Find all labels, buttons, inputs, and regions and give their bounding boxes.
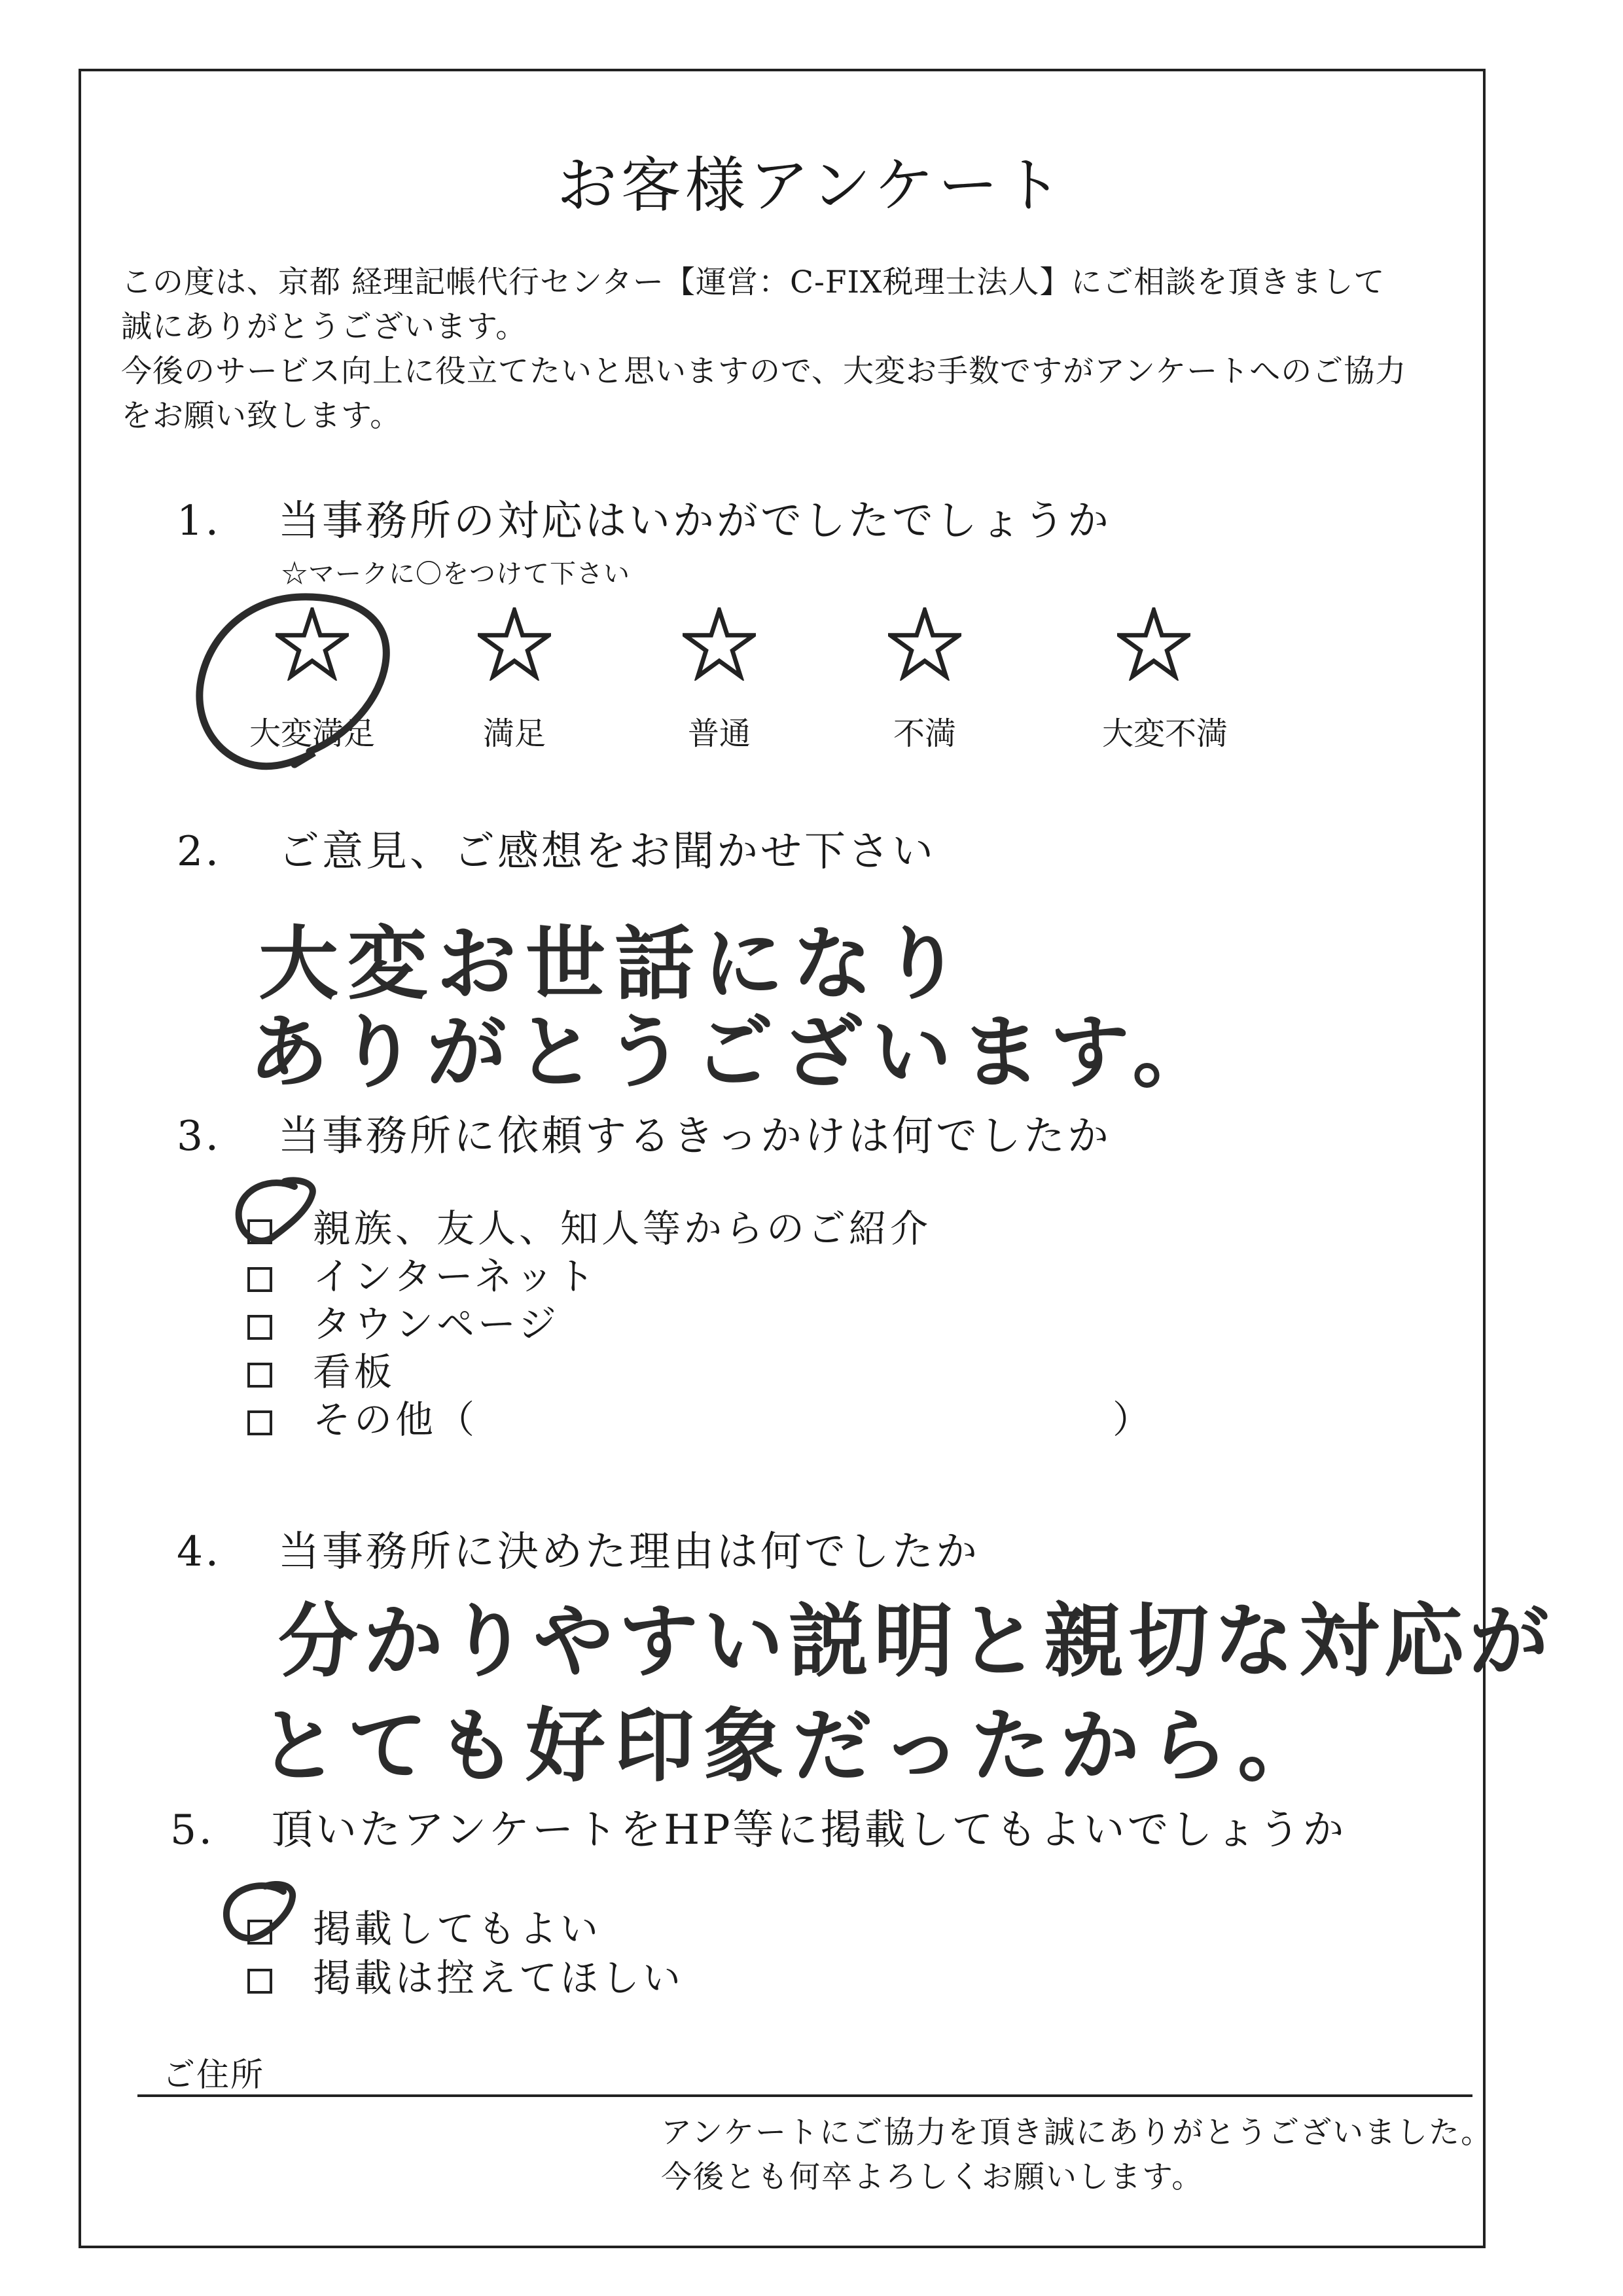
checkbox[interactable]	[247, 1920, 272, 1945]
rating-label: 大変満足	[249, 715, 375, 752]
question-note: ☆マークに〇をつけて下さい	[281, 559, 630, 589]
checkbox[interactable]	[247, 1969, 272, 1994]
question-text: 当事務所の対応はいかがでしたでしょうか	[278, 497, 1111, 545]
address-line[interactable]	[137, 2094, 1472, 2097]
intro-line: をお願い致します。	[121, 398, 402, 434]
checkbox[interactable]	[247, 1267, 272, 1292]
option-label: その他（	[313, 1397, 478, 1442]
closing-line: 今後とも何卒よろしくお願いします。	[661, 2159, 1204, 2195]
option-label: 看板	[313, 1350, 396, 1394]
star-icon[interactable]	[1117, 607, 1190, 681]
rating-label: 大変不満	[1101, 715, 1228, 752]
option-label: 掲載は控えてほしい	[313, 1956, 685, 2000]
option-allow-publish[interactable]	[247, 1898, 601, 1953]
rating-label: 普通	[687, 715, 751, 752]
intro-text	[121, 260, 1463, 439]
question-text: 当事務所に決めた理由は何でしたか	[278, 1528, 980, 1575]
question-5	[170, 1797, 1347, 1856]
checkbox[interactable]	[247, 1410, 272, 1435]
closing-line: アンケートにご協力を頂き誠にありがとうございました。	[661, 2115, 1493, 2151]
question-1	[177, 488, 1111, 547]
star-icon[interactable]	[683, 607, 756, 681]
rating-label: 不満	[893, 715, 956, 752]
checkbox[interactable]	[247, 1219, 272, 1244]
question-number: 2．	[177, 827, 250, 875]
question-text: 頂いたアンケートをHP等に掲載してもよいでしょうか	[272, 1806, 1347, 1854]
closing-message	[661, 2111, 1493, 2200]
option-label: 親族、友人、知人等からのご紹介	[313, 1206, 932, 1251]
star-icon[interactable]	[888, 607, 961, 681]
question-text: ご意見、ご感想をお聞かせ下さい	[278, 827, 936, 875]
handwritten-answer: 大変お世話になり	[259, 918, 971, 1011]
question-number: 1．	[177, 497, 250, 545]
question-text: 当事務所に依頼するきっかけは何でしたか	[278, 1112, 1111, 1160]
handwritten-answer: とても好印象だったから。	[259, 1700, 1327, 1793]
question-2	[177, 818, 936, 878]
option-signboard[interactable]	[247, 1341, 395, 1396]
star-icon[interactable]	[478, 607, 551, 681]
option-label: 掲載してもよい	[313, 1907, 602, 1951]
option-internet[interactable]	[247, 1246, 598, 1300]
checkbox[interactable]	[247, 1315, 272, 1340]
question-number: 3．	[177, 1112, 250, 1160]
checkbox[interactable]	[247, 1363, 272, 1388]
option-townpage[interactable]	[247, 1293, 560, 1348]
question-number: 4．	[177, 1528, 250, 1575]
option-label: タウンページ	[313, 1302, 560, 1346]
intro-line: 今後のサービス向上に役立てたいと思いますので、大変お手数ですがアンケートへのご協力	[121, 353, 1407, 389]
star-icon[interactable]	[276, 607, 349, 681]
address-label: ご住所	[162, 2056, 264, 2094]
handwritten-answer: ありがとうございます。	[249, 1006, 1222, 1099]
page-title: お客様アンケート	[556, 151, 1067, 221]
question-4	[177, 1518, 980, 1578]
intro-line: この度は、京都 経理記帳代行センター【運営：C-FIX税理士法人】にご相談を頂きまして	[121, 264, 1385, 300]
intro-line: 誠にありがとうございます。	[121, 309, 527, 345]
other-close-paren: ）	[1113, 1397, 1154, 1442]
rating-label: 満足	[482, 715, 546, 752]
handwritten-answer: 分かりやすい説明と親切な対応が	[278, 1595, 1554, 1688]
question-3	[177, 1103, 1111, 1162]
option-label: インターネット	[313, 1254, 598, 1299]
question-number: 5．	[170, 1806, 243, 1854]
option-other[interactable]	[247, 1389, 478, 1444]
option-decline-publish[interactable]	[247, 1947, 684, 2002]
option-referral[interactable]	[247, 1198, 931, 1253]
